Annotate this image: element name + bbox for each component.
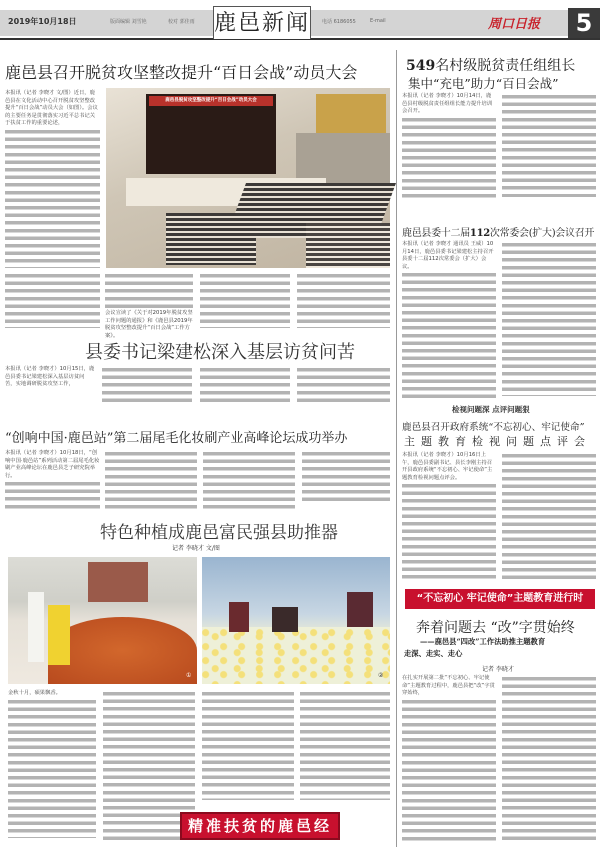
forum-body-col2 xyxy=(105,450,197,510)
theme-education-banner: “不忘初心 牢记使命”主题教育进行时 xyxy=(405,589,595,609)
reform-body-col2 xyxy=(502,675,596,843)
page-number: 5 xyxy=(568,8,600,38)
reform-lead: 在扎实开展第二批“不忘初心、牢记使命”主题教育过程中，鹿邑县把“改”字贯穿始终， xyxy=(402,675,495,697)
training-headline-line2: 集中“充电”助力“百日会战” xyxy=(408,76,559,91)
farming-body-col4 xyxy=(300,690,390,800)
review-body-col1 xyxy=(402,452,496,582)
review-body-col2 xyxy=(502,452,596,582)
reform-subtitle-line1: ——鹿邑县“四改”工作法助推主题教育 xyxy=(420,637,546,646)
training-lead: 本报讯（记者 李晓才）10月14日，鹿邑县村级脱贫责任组组长能力提升培训会召开。 xyxy=(402,93,493,115)
rally-body-col1b xyxy=(5,272,100,328)
review-headline-line2: 主题教育检视问题点评会 xyxy=(404,435,591,448)
standing-body-col1 xyxy=(402,241,496,396)
column-divider xyxy=(396,50,397,847)
reform-byline: 记者 李晓才 xyxy=(482,666,514,673)
training-headline-line1: 549名村级脱贫责任组组长 xyxy=(406,58,576,74)
forum-body-col1 xyxy=(5,450,100,512)
training-body-col1 xyxy=(402,93,496,197)
rally-closing: 会议宣读了《关于对2019年脱贫攻坚工作问题的通报》和《鹿邑县2019年脱贫攻坚整改提升“百日会战”工作方案》。 xyxy=(105,310,193,339)
farming-body-col3 xyxy=(202,690,294,800)
farming-lead: 金秋十月，硕果飘香。 xyxy=(8,690,61,696)
secretary-headline: 县委书记梁建松深入基层访贫问苦 xyxy=(85,342,355,363)
forum-headline: “创响中国·鹿邑站”第二届尾毛化妆刷产业高峰论坛成功举办 xyxy=(5,431,348,446)
farming-byline: 记者 李晓才 文/图 xyxy=(172,545,220,552)
rally-photo xyxy=(106,88,390,268)
forum-body-col3 xyxy=(203,450,295,510)
secretary-body-col1 xyxy=(5,366,95,412)
farming-photo-chrysanthemums xyxy=(202,557,390,684)
rally-body-col1 xyxy=(5,90,100,270)
forum-lead: 本报讯（记者 李晓才）10月18日，“创响中国·鹿邑站”系列活动第二届尾毛化妆刷产业高峰论坛在鹿邑县芝子研究院举行。 xyxy=(5,450,100,479)
photo2-label: ② xyxy=(378,672,384,679)
training-body-col2 xyxy=(502,93,596,197)
newspaper-logo: 周口日报 xyxy=(488,17,541,32)
standing-body-col2 xyxy=(502,241,596,396)
review-headline-line1: 鹿邑县召开政府系统“不忘初心、牢记使命” xyxy=(402,422,585,433)
standing-lead: 本报讯（记者 李晓才 通讯员 王威）10月14日，鹿邑县委书记梁建松主持召开县委十二届112次常委会（扩大）会议。 xyxy=(402,241,494,270)
farming-photo-peppers xyxy=(8,557,197,684)
contact-email: E-mail xyxy=(370,18,386,24)
reform-subtitle-line2: 走深、走实、走心 xyxy=(404,649,463,658)
section-title: 鹿邑新闻 xyxy=(213,6,311,39)
secretary-body-col4 xyxy=(297,366,390,404)
review-kicker: 检视问题深 点评问题狠 xyxy=(452,405,530,414)
farming-body-col1 xyxy=(8,690,96,842)
rally-body-col4 xyxy=(297,272,390,328)
farming-headline: 特色种植成鹿邑富民强县助推器 xyxy=(100,523,338,543)
proof-credit: 校对 郭佳雨 xyxy=(168,19,195,25)
rally-lead: 本报讯（记者 李晓才 文/图）近日，鹿邑县在文化活动中心召开脱贫攻坚整改提升“百日会战”动员大会（如图）。会议的主要任务是贯彻落实习近平总书记关于扶贫工作的重要论述， xyxy=(5,90,98,127)
rally-body-col2 xyxy=(105,272,193,308)
standing-committee-headline: 鹿邑县委十二届112次常委会(扩大)会议召开 xyxy=(402,228,595,239)
contact-phone: 电话 6186055 xyxy=(322,19,356,25)
rally-photo-banner: 鹿邑县脱贫攻坚整改提升“百日会战”动员大会 xyxy=(149,96,273,106)
editor-credit: 版面编辑 刘雪艳 xyxy=(110,19,147,25)
review-lead: 本报讯（记者 李晓才）10月16日上午，鹿邑县委副书记、县长李刚主持召开县政府系统“不忘初心、牢记使命”主题教育检视问题点评会。 xyxy=(402,452,493,481)
secretary-lead: 本报讯（记者 李晓才）10月15日，鹿邑县委书记梁建松深入基层访贫问苦，实地调研脱贫攻坚工作， xyxy=(5,366,95,388)
reform-body-col1 xyxy=(402,675,496,843)
issue-date: 2019年10月18日 xyxy=(8,17,77,26)
secretary-body-col3 xyxy=(200,366,290,404)
poverty-experience-banner: 精准扶贫的鹿邑经验 xyxy=(180,812,340,840)
photo1-label: ① xyxy=(186,672,192,679)
reform-headline: 奔着问题去 “改”字贯始终 xyxy=(416,620,575,636)
rally-body-col3 xyxy=(200,272,290,328)
training-headline-number: 549 xyxy=(406,58,436,74)
rally-headline: 鹿邑县召开脱贫攻坚整改提升“百日会战”动员大会 xyxy=(5,63,358,82)
forum-body-col4 xyxy=(302,450,390,502)
secretary-body-col2 xyxy=(102,366,192,404)
